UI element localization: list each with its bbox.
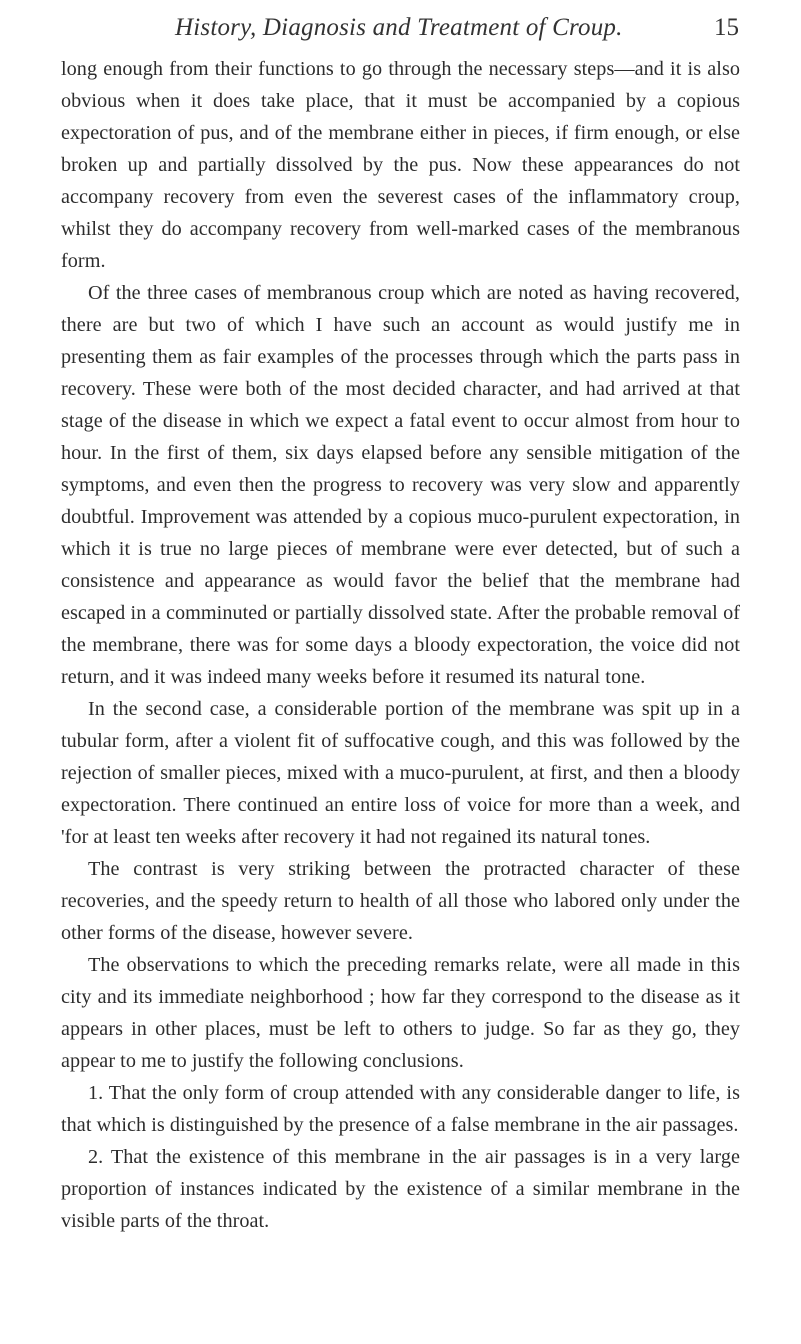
- page-number: 15: [714, 14, 739, 41]
- running-head: [0, 14, 801, 54]
- conclusion-1: 1. That the only form of croup attended with any considerable danger to life, is that which is distinguished by the presence of a false membrane in the air passages.: [61, 1082, 740, 1136]
- paragraph-second-case: In the second case, a considerable portion of the membrane was spit up in a tubular form, after a violent fit of suffocative cough, and this was followed by the rejection of smaller pieces, mixed with a muco-purulent, at first, and then a bloody expectoration. There continued an entire loss of voice for more than a week, and 'for at least ten weeks after recovery it had not regained its natural tones.: [61, 698, 740, 848]
- paragraph-observations: The observations to which the preceding remarks relate, were all made in this city and its immediate neighborhood ; how far they correspond to the disease as it appears in other places, must be left to others to judge. So far as they go, they appear to me to justify the following conclusions.: [61, 954, 740, 1072]
- conclusion-2: 2. That the existence of this membrane in the air passages is in a very large proportion of instances indicated by the existence of a similar membrane in the visible parts of the throat.: [61, 1146, 740, 1232]
- paragraph-continuation: long enough from their functions to go through the necessary steps—and it is also obvious when it does take place, that it must be accompanied by a copious expectoration of pus, and of the membrane either in pieces, if firm enough, or else broken up and partially dissolved by the pus. Now these appearances do not accompany recovery from even the severest cases of the inflammatory croup, whilst they do accompany recovery from well-marked cases of the membranous form.: [61, 58, 740, 272]
- paragraph-three-cases: Of the three cases of membranous croup which are noted as having recovered, there are but two of which I have such an account as would justify me in presenting them as fair examples of the processes through which the parts pass in recovery. These were both of the most decided character, and had arrived at that stage of the disease in which we expect a fatal event to occur almost from hour to hour. In the first of them, six days elapsed before any sensible mitigation of the symptoms, and even then the progress to recovery was very slow and apparently doubtful. Improvement was attended by a copious muco-purulent expectoration, in which it is true no large pieces of membrane were ever detected, but of such a consistence and appearance as would favor the belief that the membrane had escaped in a comminuted or partially dissolved state. After the probable removal of the membrane, there was for some days a bloody expectoration, the voice did not return, and it was indeed many weeks before it resumed its natural tone.: [61, 282, 740, 688]
- paragraph-contrast: The contrast is very striking between the protracted character of these recoveries, and the speedy return to health of all those who labored only under the other forms of the disease, however severe.: [61, 858, 740, 944]
- body-text: [61, 53, 740, 1237]
- running-title: History, Diagnosis and Treatment of Croup.: [175, 14, 623, 41]
